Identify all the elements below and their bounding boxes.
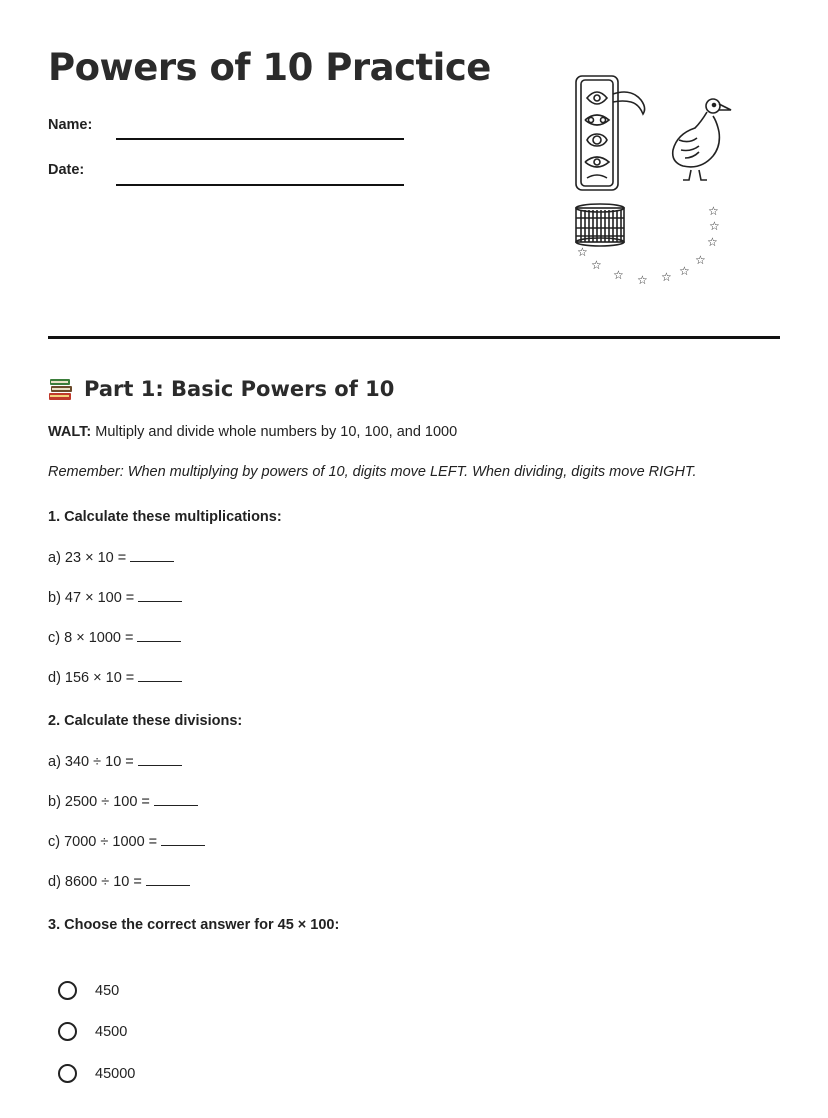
svg-text:☆: ☆ [661,270,672,284]
q3-option-4500[interactable] [58,1022,127,1041]
section-divider [48,336,780,339]
date-input-line[interactable] [116,184,404,186]
q2-item: b) 2500 ÷ 100 = [48,793,198,810]
walt-label: WALT: [48,424,92,440]
option-label: 4500 [95,1023,128,1040]
part1-title: Part 1: Basic Powers of 10 [84,377,395,401]
svg-text:☆: ☆ [679,264,690,278]
q1-item: c) 8 × 1000 = [48,629,181,646]
answer-blank[interactable] [161,833,205,846]
totem-bird-coins-stars-icon [573,70,758,292]
q3-option-45000[interactable] [58,1064,135,1083]
radio-button[interactable] [58,1064,77,1083]
answer-blank[interactable] [130,549,174,562]
answer-blank[interactable] [146,873,190,886]
radio-button[interactable] [58,1022,77,1041]
answer-blank[interactable] [138,753,182,766]
worksheet-page [48,0,780,1118]
q1-item: a) 23 × 10 = [48,549,174,566]
q1-item: b) 47 × 100 = [48,589,182,606]
q2-item: d) 8600 ÷ 10 = [48,873,190,890]
part1-heading [48,372,394,406]
answer-blank[interactable] [138,669,182,682]
name-label: Name: [48,117,93,133]
walt-text: Multiply and divide whole numbers by 10, 100, and 1000 [91,424,458,440]
q3-option-450[interactable] [58,981,119,1000]
svg-text:☆: ☆ [591,258,602,272]
option-label: 45000 [95,1065,136,1082]
svg-text:☆: ☆ [577,245,588,259]
q1-item: d) 156 × 10 = [48,669,182,686]
q2-item: c) 7000 ÷ 1000 = [48,833,205,850]
answer-blank[interactable] [138,589,182,602]
q2-heading: 2. Calculate these divisions: [48,713,243,729]
page-title: Powers of 10 Practice [48,46,491,89]
date-field [48,162,84,178]
svg-text:☆: ☆ [708,204,719,218]
books-icon [48,376,74,402]
radio-button[interactable] [58,981,77,1000]
svg-text:☆: ☆ [695,253,706,267]
svg-text:☆: ☆ [709,219,720,233]
name-field [48,117,92,133]
walt-line [48,424,457,440]
svg-text:☆: ☆ [707,235,718,249]
option-label: 450 [95,982,120,999]
answer-blank[interactable] [137,629,181,642]
remember-note: Remember: When multiplying by powers of 10, digits move LEFT. When dividing, digits move RIGHT. [48,464,697,480]
date-label: Date: [48,162,85,178]
name-input-line[interactable] [116,138,404,140]
q1-heading: 1. Calculate these multiplications: [48,509,282,525]
answer-blank[interactable] [154,793,198,806]
q3-heading: 3. Choose the correct answer for 45 × 100: [48,917,340,933]
svg-text:☆: ☆ [613,268,624,282]
q2-item: a) 340 ÷ 10 = [48,753,182,770]
svg-text:☆: ☆ [637,273,648,287]
